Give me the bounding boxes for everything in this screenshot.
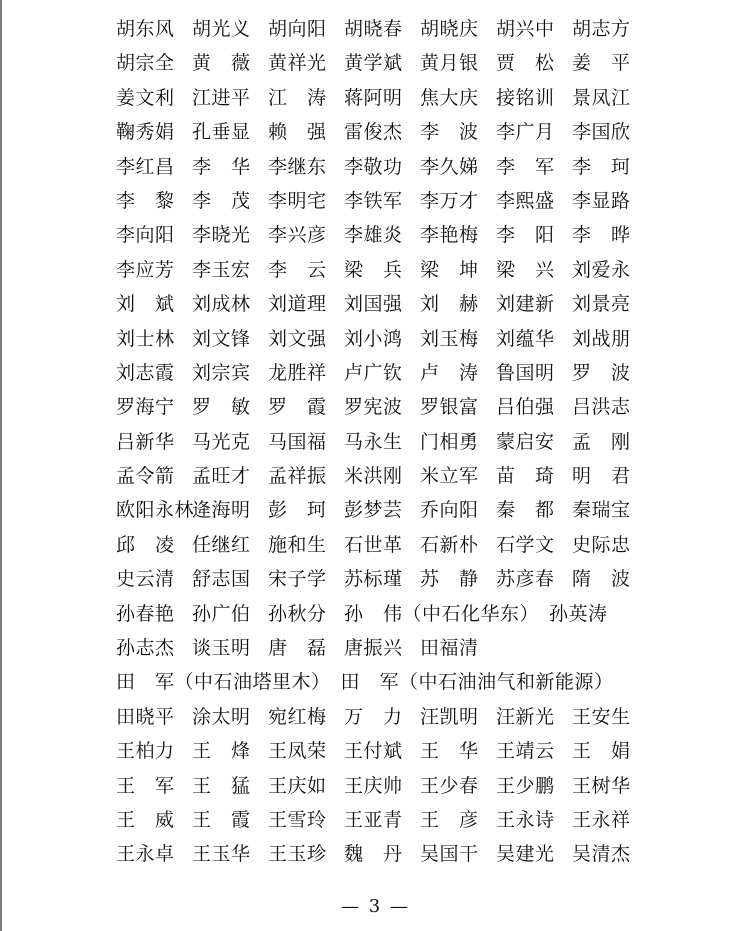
name-entry: 王永诗 bbox=[496, 808, 555, 831]
name-entry: 黄学斌 bbox=[344, 52, 403, 75]
name-row bbox=[116, 218, 646, 252]
name-entry: 黄月银 bbox=[420, 52, 479, 75]
name-entry: 王 猛 bbox=[192, 774, 251, 797]
name-entry: 李 晔 bbox=[572, 224, 631, 247]
name-entry: 刘道理 bbox=[268, 293, 327, 316]
name-entry: 鲁国明 bbox=[496, 361, 555, 384]
name-entry: 李雄炎 bbox=[344, 224, 403, 247]
name-entry: 石世革 bbox=[344, 533, 403, 556]
name-entry: 李万才 bbox=[420, 189, 479, 212]
name-entry: 李 云 bbox=[268, 258, 327, 281]
name-entry: 王靖云 bbox=[496, 740, 555, 763]
name-entry: 胡晓春 bbox=[344, 18, 403, 40]
name-entry: 王永卓 bbox=[116, 843, 175, 866]
name-entry: 李 阳 bbox=[496, 224, 555, 247]
name-entry: 吕新华 bbox=[116, 430, 175, 453]
name-entry: 梁 兵 bbox=[344, 258, 403, 281]
name-entry: 接铭训 bbox=[496, 86, 555, 109]
name-entry: 胡兴中 bbox=[496, 18, 555, 40]
name-entry: 罗宪波 bbox=[344, 396, 403, 419]
name-entry: 李向阳 bbox=[116, 224, 175, 247]
name-entry: 马光克 bbox=[192, 430, 251, 453]
name-entry: 苏彦春 bbox=[496, 568, 555, 591]
name-entry: 米立军 bbox=[420, 465, 479, 488]
name-entry: 王凤荣 bbox=[268, 740, 327, 763]
name-row bbox=[116, 734, 646, 768]
name-entry: 卢 涛 bbox=[420, 361, 479, 384]
name-row bbox=[116, 425, 646, 459]
page-number: — 3 — bbox=[341, 896, 410, 917]
name-entry: 彭 珂 bbox=[268, 499, 327, 522]
name-entry: 胡东风 bbox=[116, 18, 175, 40]
name-entry: 梁 兴 bbox=[496, 258, 555, 281]
name-entry: 门相勇 bbox=[420, 430, 479, 453]
name-entry: 李 华 bbox=[192, 155, 251, 178]
name-entry: 孔垂显 bbox=[192, 121, 251, 144]
name-entry: 王亚青 bbox=[344, 808, 403, 831]
name-row bbox=[116, 665, 646, 699]
name-entry: 江进平 bbox=[192, 86, 251, 109]
name-entry: 孙志杰 bbox=[116, 637, 175, 660]
name-entry: 王 彦 bbox=[420, 808, 479, 831]
name-row bbox=[116, 115, 646, 149]
name-entry: 王树华 bbox=[572, 774, 631, 797]
name-entry: 刘小鸿 bbox=[344, 327, 403, 350]
name-entry: 史云清 bbox=[116, 568, 175, 591]
name-row bbox=[116, 390, 646, 424]
name-entry: 汪凯明 bbox=[420, 705, 479, 728]
name-entry: 李玉宏 bbox=[192, 258, 251, 281]
name-entry: 李兴彦 bbox=[268, 224, 327, 247]
name-entry: 李艳梅 bbox=[420, 224, 479, 247]
name-entry: 刘玉梅 bbox=[420, 327, 479, 350]
name-entry: 邱 凌 bbox=[116, 533, 175, 556]
name-row bbox=[116, 493, 646, 527]
name-entry: 刘文强 bbox=[268, 327, 327, 350]
name-entry: 雷俊杰 bbox=[344, 121, 403, 144]
name-row bbox=[116, 562, 646, 596]
name-entry: 万 力 bbox=[344, 705, 403, 728]
name-entry: 李广月 bbox=[496, 121, 555, 144]
name-entry: 王玉珍 bbox=[268, 843, 327, 866]
name-row bbox=[116, 184, 646, 218]
name-entry: 龙胜祥 bbox=[268, 361, 327, 384]
name-entry: 孟令箭 bbox=[116, 465, 175, 488]
name-entry: 石新朴 bbox=[420, 533, 479, 556]
name-row bbox=[116, 356, 646, 390]
name-entry: 苗 琦 bbox=[496, 465, 555, 488]
name-entry: 景凤江 bbox=[572, 86, 631, 109]
name-entry: 李铁军 bbox=[344, 189, 403, 212]
name-entry: 田福清 bbox=[420, 637, 479, 660]
name-entry: 姜文利 bbox=[116, 86, 175, 109]
name-entry: 胡宗全 bbox=[116, 52, 175, 75]
name-row bbox=[116, 253, 646, 287]
page-left-border bbox=[0, 0, 2, 931]
name-entry: 黄 薇 bbox=[192, 52, 251, 75]
name-entry: 赖 强 bbox=[268, 121, 327, 144]
name-entry: 王少鹏 bbox=[496, 774, 555, 797]
name-entry: 孙广伯 bbox=[192, 602, 251, 625]
name-entry: 刘战朋 bbox=[572, 327, 631, 350]
name-entry: 谈玉明 bbox=[192, 637, 251, 660]
name-entry: 李 黎 bbox=[116, 189, 175, 212]
name-row bbox=[116, 803, 646, 837]
name-entry: 李应芳 bbox=[116, 258, 175, 281]
name-entry: 王 威 bbox=[116, 808, 175, 831]
name-row bbox=[116, 150, 646, 184]
name-row bbox=[116, 12, 646, 46]
name-row bbox=[116, 287, 646, 321]
name-entry: 王付斌 bbox=[344, 740, 403, 763]
name-entry: 李显路 bbox=[572, 189, 631, 212]
name-entry: 孟祥振 bbox=[268, 465, 327, 488]
name-entry: 罗 敏 bbox=[192, 396, 251, 419]
name-entry: 李晓光 bbox=[192, 224, 251, 247]
name-entry: 李 珂 bbox=[572, 155, 631, 178]
name-entry: 王玉华 bbox=[192, 843, 251, 866]
name-entry: 蒋阿明 bbox=[344, 86, 403, 109]
name-entry: 焦大庆 bbox=[420, 86, 479, 109]
name-entry: 王 华 bbox=[420, 740, 479, 763]
name-entry: 李继东 bbox=[268, 155, 327, 178]
name-entry: 马国福 bbox=[268, 430, 327, 453]
name-entry: 刘士林 bbox=[116, 327, 175, 350]
name-entry: 唐 磊 bbox=[268, 637, 327, 660]
name-entry: 王安生 bbox=[572, 705, 631, 728]
name-row bbox=[116, 322, 646, 356]
name-entry: 乔向阳 bbox=[420, 499, 479, 522]
name-entry: 汪新光 bbox=[496, 705, 555, 728]
name-entry: 李熙盛 bbox=[496, 189, 555, 212]
name-entry: 刘宗宾 bbox=[192, 361, 251, 384]
name-entry: 吴建光 bbox=[496, 843, 555, 866]
name-entry: 李敬功 bbox=[344, 155, 403, 178]
name-entry: 胡晓庆 bbox=[420, 18, 479, 40]
name-entry: 李 茂 bbox=[192, 189, 251, 212]
name-entry: 秦瑞宝 bbox=[572, 499, 631, 522]
name-entry: 吕伯强 bbox=[496, 396, 555, 419]
name-entry: 田 军（中石油塔里木） bbox=[116, 671, 331, 694]
name-entry: 刘志霞 bbox=[116, 361, 175, 384]
name-entry: 罗 波 bbox=[572, 361, 631, 384]
name-entry: 刘景亮 bbox=[572, 293, 631, 316]
name-row bbox=[116, 700, 646, 734]
name-entry: 涂太明 bbox=[192, 705, 251, 728]
name-entry: 孙秋分 bbox=[268, 602, 327, 625]
name-entry: 罗银富 bbox=[420, 396, 479, 419]
name-entry: 胡向阳 bbox=[268, 18, 327, 40]
name-entry: 孙春艳 bbox=[116, 602, 175, 625]
name-entry: 王 军 bbox=[116, 774, 175, 797]
name-entry: 宛红梅 bbox=[268, 705, 327, 728]
name-entry: 欧阳永林 bbox=[116, 499, 195, 522]
name-entry: 王 霞 bbox=[192, 808, 251, 831]
name-list bbox=[116, 12, 646, 872]
name-entry: 姜 平 bbox=[572, 52, 631, 75]
name-entry: 李红昌 bbox=[116, 155, 175, 178]
name-entry: 罗 霞 bbox=[268, 396, 327, 419]
name-entry: 吴清杰 bbox=[572, 843, 631, 866]
name-entry: 刘 斌 bbox=[116, 293, 175, 316]
name-entry: 江 涛 bbox=[268, 86, 327, 109]
name-entry: 王 烽 bbox=[192, 740, 251, 763]
name-entry: 贾 松 bbox=[496, 52, 555, 75]
name-entry: 彭梦芸 bbox=[344, 499, 403, 522]
name-entry: 施和生 bbox=[268, 533, 327, 556]
name-entry: 隋 波 bbox=[572, 568, 631, 591]
name-entry: 刘爱永 bbox=[572, 258, 631, 281]
name-entry: 孙英涛 bbox=[549, 602, 608, 625]
name-row bbox=[116, 769, 646, 803]
name-entry: 宋子学 bbox=[268, 568, 327, 591]
name-entry: 鞠秀娟 bbox=[116, 121, 175, 144]
name-entry: 李国欣 bbox=[572, 121, 631, 144]
name-entry: 刘国强 bbox=[344, 293, 403, 316]
name-row bbox=[116, 528, 646, 562]
name-entry: 舒志国 bbox=[192, 568, 251, 591]
name-entry: 王庆如 bbox=[268, 774, 327, 797]
name-entry: 孟 刚 bbox=[572, 430, 631, 453]
name-entry: 任继红 bbox=[192, 533, 251, 556]
name-entry: 秦 都 bbox=[496, 499, 555, 522]
name-entry: 孟旺才 bbox=[192, 465, 251, 488]
name-entry: 王柏力 bbox=[116, 740, 175, 763]
name-entry: 王少春 bbox=[420, 774, 479, 797]
name-row bbox=[116, 81, 646, 115]
name-entry: 梁 坤 bbox=[420, 258, 479, 281]
name-entry: 吕洪志 bbox=[572, 396, 631, 419]
name-entry: 李久娣 bbox=[420, 155, 479, 178]
name-row bbox=[116, 837, 646, 871]
name-entry: 史际忠 bbox=[572, 533, 631, 556]
name-entry: 苏 静 bbox=[420, 568, 479, 591]
name-entry: 王庆帅 bbox=[344, 774, 403, 797]
name-entry: 李 军 bbox=[496, 155, 555, 178]
name-entry: 李明宅 bbox=[268, 189, 327, 212]
name-entry: 米洪刚 bbox=[344, 465, 403, 488]
name-entry: 蒙启安 bbox=[496, 430, 555, 453]
name-entry: 刘建新 bbox=[496, 293, 555, 316]
name-entry: 王 娟 bbox=[572, 740, 631, 763]
name-entry: 王永祥 bbox=[572, 808, 631, 831]
name-entry: 罗海宁 bbox=[116, 396, 175, 419]
name-entry: 胡光义 bbox=[192, 18, 251, 40]
name-entry: 苏标瑾 bbox=[344, 568, 403, 591]
name-row bbox=[116, 46, 646, 80]
name-row bbox=[116, 597, 646, 631]
name-entry: 黄祥光 bbox=[268, 52, 327, 75]
name-entry: 刘蕴华 bbox=[496, 327, 555, 350]
name-entry: 卢广钦 bbox=[344, 361, 403, 384]
name-entry: 刘 赫 bbox=[420, 293, 479, 316]
name-entry: 魏 丹 bbox=[344, 843, 403, 866]
name-entry: 胡志方 bbox=[572, 18, 631, 40]
name-entry: 李 波 bbox=[420, 121, 479, 144]
name-entry: 田晓平 bbox=[116, 705, 175, 728]
name-entry: 田 军（中石油油气和新能源） bbox=[340, 671, 614, 694]
name-entry: 石学文 bbox=[496, 533, 555, 556]
name-entry: 吴国干 bbox=[420, 843, 479, 866]
name-row bbox=[116, 459, 646, 493]
name-entry: 刘成林 bbox=[192, 293, 251, 316]
name-entry: 逄海明 bbox=[192, 499, 251, 522]
name-entry: 王雪玲 bbox=[268, 808, 327, 831]
name-entry: 马永生 bbox=[344, 430, 403, 453]
name-row bbox=[116, 631, 646, 665]
name-entry: 孙 伟（中石化华东） bbox=[344, 602, 540, 625]
name-entry: 唐振兴 bbox=[344, 637, 403, 660]
name-entry: 明 君 bbox=[572, 465, 631, 488]
name-entry: 刘文锋 bbox=[192, 327, 251, 350]
